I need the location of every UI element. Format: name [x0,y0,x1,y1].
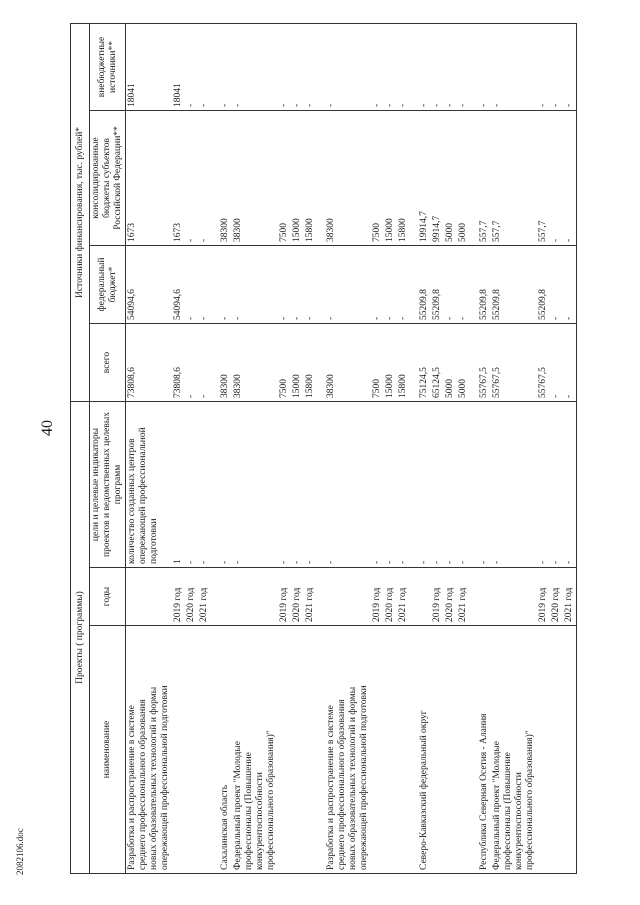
table-row [325,24,371,874]
spacer-cell [211,402,219,568]
row-year-cell: 2020 год [185,568,198,626]
table-row [550,24,563,874]
row-federal-cell: 54094,6 [126,246,173,324]
table-row [219,24,232,874]
header-extra-budgetary: внебюджетные источники** [90,24,126,111]
row-regional-cell: 15000 [384,111,397,246]
row-extra-cell: - [418,24,431,111]
row-total-cell: 55767,5 [491,324,537,402]
row-total-cell: 73808,6 [126,324,173,402]
row-year-cell: 2021 год [457,568,470,626]
row-name-cell [172,626,185,874]
row-year-cell [325,568,371,626]
table-body [126,24,577,874]
row-name-cell [384,626,397,874]
row-name-cell: Разработка и распространение в системе среднего профессионального образования новых образовательных технологий и формы опережающей профессиональной подготовки [126,626,173,874]
table-row [371,24,384,874]
row-name-cell: Разработка и распространение в системе среднего профессионального образования новых образовательных технологий и формы опережающей профессиональной подготовки [325,626,371,874]
row-regional-cell: - [185,111,198,246]
row-year-cell: 2019 год [278,568,291,626]
row-year-cell: 2021 год [563,568,577,626]
row-regional-cell: 5000 [457,111,470,246]
row-regional-cell: 557,7 [491,111,537,246]
row-name-cell [563,626,577,874]
row-year-cell: 2020 год [291,568,304,626]
row-regional-cell: 7500 [278,111,291,246]
row-goal-cell: - [291,402,304,568]
row-federal-cell: - [278,246,291,324]
row-year-cell: 2021 год [397,568,410,626]
row-goal-cell: - [384,402,397,568]
funding-table [70,23,577,874]
spacer-cell [470,402,478,568]
row-federal-cell: - [219,246,232,324]
header-total: всего [90,324,126,402]
row-regional-cell: - [563,111,577,246]
spacer-cell [410,24,418,111]
row-goal-cell: - [431,402,444,568]
row-federal-cell: - [198,246,211,324]
row-year-cell [126,568,173,626]
spacer-cell [317,24,325,111]
row-name-cell: Северо-Кавказский федеральный округ [418,626,431,874]
header-federal-budget: федеральный бюджет* [90,246,126,324]
row-extra-cell: - [219,24,232,111]
row-federal-cell: - [444,246,457,324]
spacer-cell [317,324,325,402]
row-name-cell: Сахалинская область [219,626,232,874]
row-year-cell [491,568,537,626]
spacer-cell [211,324,219,402]
row-extra-cell: - [371,24,384,111]
spacer-cell [410,626,418,874]
table-row [172,24,185,874]
row-year-cell: 2021 год [304,568,317,626]
row-federal-cell: - [325,246,371,324]
table-row [418,24,431,874]
spacer-row [470,24,478,874]
row-goal-cell: - [371,402,384,568]
spacer-cell [410,246,418,324]
row-federal-cell: - [185,246,198,324]
row-goal-cell: - [219,402,232,568]
row-name-cell [291,626,304,874]
table-row [457,24,470,874]
page-number: 40 [39,420,56,436]
row-federal-cell: - [563,246,577,324]
row-extra-cell: - [563,24,577,111]
spacer-cell [470,24,478,111]
row-regional-cell: 15000 [291,111,304,246]
row-total-cell: - [198,324,211,402]
row-extra-cell: - [478,24,491,111]
row-total-cell: 7500 [278,324,291,402]
row-federal-cell: 54094,6 [172,246,185,324]
row-goal-cell: - [457,402,470,568]
row-name-cell: Федеральный проект "Молодые профессионалы (Повышение конкурентоспособности профессионального образования)" [491,626,537,874]
row-regional-cell: 19914,7 [418,111,431,246]
row-name-cell [198,626,211,874]
row-goal-cell: - [304,402,317,568]
table-row [304,24,317,874]
table-row [278,24,291,874]
row-extra-cell: - [431,24,444,111]
row-goal-cell: - [185,402,198,568]
row-federal-cell: 55209,8 [537,246,550,324]
row-federal-cell: - [550,246,563,324]
row-year-cell: 2020 год [444,568,457,626]
row-total-cell: 38300 [232,324,278,402]
row-name-cell [550,626,563,874]
row-total-cell: - [563,324,577,402]
spacer-cell [317,246,325,324]
row-total-cell: 38300 [325,324,371,402]
row-extra-cell: - [550,24,563,111]
spacer-cell [470,246,478,324]
header-regional-budgets: консолидированные бюджеты субъектов Российской Федерации** [90,111,126,246]
table-row [397,24,410,874]
spacer-row [410,24,418,874]
row-goal-cell: - [491,402,537,568]
row-federal-cell: - [384,246,397,324]
row-name-cell [397,626,410,874]
spacer-cell [410,111,418,246]
spacer-cell [410,324,418,402]
row-goal-cell: - [550,402,563,568]
row-total-cell: - [550,324,563,402]
row-year-cell [418,568,431,626]
spacer-cell [211,568,219,626]
header-name: наименование [90,626,126,874]
spacer-cell [470,111,478,246]
row-regional-cell: 9914,7 [431,111,444,246]
row-name-cell [537,626,550,874]
row-total-cell: - [185,324,198,402]
row-federal-cell: 55209,8 [431,246,444,324]
row-regional-cell: 5000 [444,111,457,246]
row-federal-cell: - [232,246,278,324]
row-federal-cell: 55209,8 [478,246,491,324]
row-goal-cell: - [418,402,431,568]
spacer-cell [211,24,219,111]
row-year-cell [478,568,491,626]
row-total-cell: 65124,5 [431,324,444,402]
row-goal-cell: - [478,402,491,568]
spacer-cell [211,111,219,246]
row-total-cell: 75124,5 [418,324,431,402]
row-federal-cell: - [291,246,304,324]
rotated-table-container [70,24,574,874]
row-regional-cell: - [550,111,563,246]
row-year-cell: 2019 год [537,568,550,626]
row-extra-cell: - [384,24,397,111]
row-extra-cell: - [457,24,470,111]
row-goal-cell: - [444,402,457,568]
row-goal-cell: - [232,402,278,568]
row-goal-cell: - [563,402,577,568]
table-row [198,24,211,874]
table-row [478,24,491,874]
row-regional-cell: 557,7 [537,111,550,246]
spacer-cell [470,568,478,626]
row-extra-cell: - [278,24,291,111]
header-funding-group: Источники финансирования, тыс. рублей* [71,24,90,402]
row-year-cell: 2020 год [384,568,397,626]
row-name-cell: Федеральный проект "Молодые профессионалы (Повышение конкурентоспособности профессионального образования)" [232,626,278,874]
row-goal-cell: - [397,402,410,568]
row-name-cell [278,626,291,874]
spacer-cell [317,626,325,874]
row-total-cell: 15000 [384,324,397,402]
table-row [563,24,577,874]
row-regional-cell: 38300 [232,111,278,246]
row-regional-cell: 38300 [325,111,371,246]
header-goals: цели и целевые индикаторы проектов и ведомственных целевых программ [90,402,126,568]
row-total-cell: 15800 [397,324,410,402]
row-extra-cell: - [291,24,304,111]
spacer-cell [317,568,325,626]
row-federal-cell: - [397,246,410,324]
row-extra-cell: 18041 [126,24,173,111]
row-year-cell: 2020 год [550,568,563,626]
row-federal-cell: - [304,246,317,324]
row-extra-cell: - [232,24,278,111]
row-total-cell: 5000 [444,324,457,402]
row-name-cell [371,626,384,874]
row-goal-cell: 1 [172,402,185,568]
row-goal-cell: - [325,402,371,568]
row-year-cell: 2021 год [198,568,211,626]
table-row [431,24,444,874]
row-extra-cell: - [198,24,211,111]
spacer-cell [211,246,219,324]
spacer-row [211,24,219,874]
row-total-cell: 5000 [457,324,470,402]
row-total-cell: 73808,6 [172,324,185,402]
row-name-cell [431,626,444,874]
table-row [444,24,457,874]
row-regional-cell: - [198,111,211,246]
spacer-cell [317,402,325,568]
row-regional-cell: 1673 [172,111,185,246]
row-regional-cell: 15800 [304,111,317,246]
row-extra-cell: - [185,24,198,111]
row-year-cell: 2019 год [431,568,444,626]
row-name-cell: Республика Северная Осетия - Алания [478,626,491,874]
table-row [126,24,173,874]
row-name-cell [304,626,317,874]
header-projects-group: Проекты ( программы) [71,402,90,874]
table-row [291,24,304,874]
row-extra-cell: 18041 [172,24,185,111]
row-regional-cell: 15800 [397,111,410,246]
row-extra-cell: - [304,24,317,111]
spacer-row [317,24,325,874]
row-regional-cell: 7500 [371,111,384,246]
row-total-cell: 38300 [219,324,232,402]
row-name-cell [457,626,470,874]
spacer-cell [470,626,478,874]
row-extra-cell: - [325,24,371,111]
row-federal-cell: 55209,8 [491,246,537,324]
spacer-cell [470,324,478,402]
row-regional-cell: 38300 [219,111,232,246]
row-total-cell: 15800 [304,324,317,402]
row-extra-cell: - [537,24,550,111]
row-total-cell: 7500 [371,324,384,402]
row-name-cell [185,626,198,874]
spacer-cell [211,626,219,874]
spacer-cell [317,111,325,246]
row-goal-cell: - [537,402,550,568]
row-regional-cell: 1673 [126,111,173,246]
spacer-cell [410,402,418,568]
spacer-cell [410,568,418,626]
row-goal-cell: - [198,402,211,568]
row-year-cell: 2019 год [172,568,185,626]
row-year-cell: 2019 год [371,568,384,626]
row-total-cell: 55767,5 [478,324,491,402]
row-total-cell: 15000 [291,324,304,402]
row-name-cell [444,626,457,874]
table-row [537,24,550,874]
header-years: годы [90,568,126,626]
row-extra-cell: - [397,24,410,111]
row-extra-cell: - [444,24,457,111]
row-federal-cell: - [371,246,384,324]
row-total-cell: 55767,5 [537,324,550,402]
document-code: 2082106.doc [15,828,25,875]
row-federal-cell: - [457,246,470,324]
row-goal-cell: - [278,402,291,568]
table-row [185,24,198,874]
table-row [232,24,278,874]
table-row [384,24,397,874]
row-year-cell [219,568,232,626]
row-regional-cell: 557,7 [478,111,491,246]
row-extra-cell: - [491,24,537,111]
row-year-cell [232,568,278,626]
row-goal-cell: количество созданных центров опережающей профессиональной подготовки [126,402,173,568]
table-row [491,24,537,874]
row-federal-cell: 55209,8 [418,246,431,324]
